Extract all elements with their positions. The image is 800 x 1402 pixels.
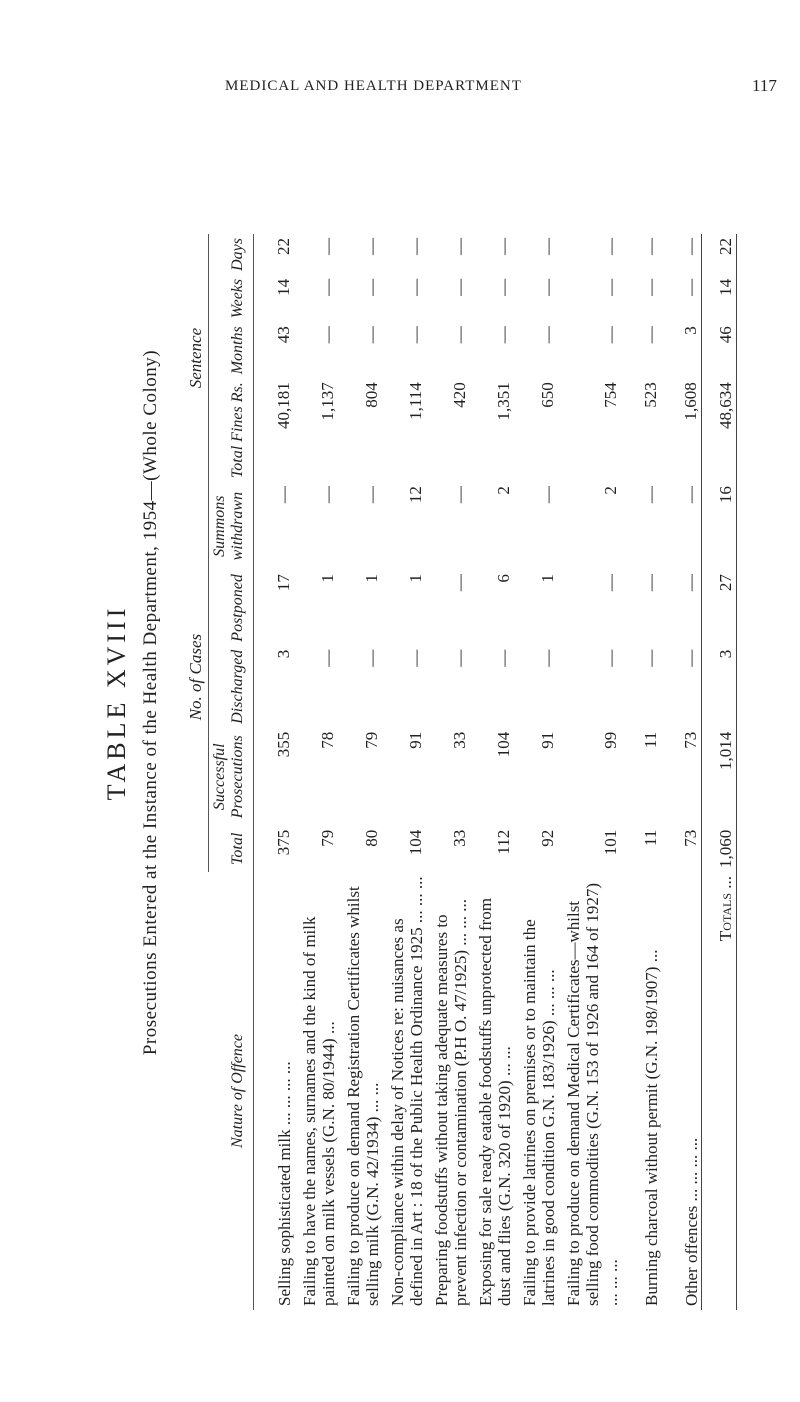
cell-total: 112 [494, 829, 513, 855]
col-discharged: Discharged [229, 649, 246, 724]
cell-fines: 523 [641, 382, 660, 408]
cell-successful: 99 [601, 731, 620, 749]
table-row [294, 234, 338, 1310]
cell-weeks: — [641, 278, 660, 296]
totals-days: 22 [702, 234, 737, 275]
cell-withdrawn: 2 [601, 486, 620, 495]
col-fines: Total Fines Rs. [229, 382, 246, 479]
cell-successful: 91 [538, 731, 557, 749]
cell-total: 375 [274, 829, 293, 856]
totals-withdrawn: 16 [702, 482, 737, 570]
cell-offence: Failing to produce on demand Registration Certificates whilst selling milk (G.N. 42/1934) ... ... [344, 886, 382, 1306]
cell-fines: 754 [601, 382, 620, 408]
cell-months: — [538, 326, 557, 344]
cell-weeks: — [318, 278, 337, 296]
cell-offence: Failing to have the names, surnames and the kind of milk painted on milk vessels (G.N. 80/1944) ... [300, 916, 338, 1306]
cell-days: — [450, 237, 469, 255]
cell-weeks: — [601, 278, 620, 296]
cell-fines: 650 [538, 382, 557, 408]
col-total: Total [229, 832, 246, 866]
cell-postponed: — [601, 574, 620, 592]
col-days: Days [229, 237, 246, 271]
cell-postponed: — [681, 574, 700, 592]
col-withdrawn: Summons withdrawn [211, 491, 246, 561]
cell-postponed: 17 [274, 574, 293, 592]
cell-withdrawn: — [641, 486, 660, 504]
cell-months: — [406, 326, 425, 344]
col-postponed: Postponed [229, 574, 246, 642]
cell-postponed: 1 [406, 574, 425, 583]
cell-offence: Non-compliance within delay of Notices re: nuisances as defined in Art : 18 of the Public Health Ordinance 1925 ... ... ... [388, 876, 426, 1306]
cell-days: — [641, 237, 660, 255]
cell-fines: 1,608 [681, 382, 700, 421]
table-row [661, 234, 702, 1310]
table-caption [102, 95, 162, 1310]
cell-fines: 420 [450, 382, 469, 408]
cell-months: — [362, 326, 381, 344]
cell-total: 11 [641, 829, 660, 847]
totals-months: 46 [702, 322, 737, 378]
cell-successful: 355 [274, 731, 293, 758]
table-label: TABLE XVIII [102, 604, 131, 801]
totals-postponed: 27 [702, 570, 737, 646]
totals-row [702, 234, 737, 1310]
cell-weeks: — [406, 278, 425, 296]
cell-months: — [601, 326, 620, 344]
totals-discharged: 3 [702, 646, 737, 728]
group-sentence: Sentence [184, 234, 209, 482]
cell-postponed: 1 [538, 574, 557, 583]
cell-successful: 73 [681, 731, 700, 749]
cell-withdrawn: — [318, 486, 337, 504]
table-row [470, 234, 514, 1310]
cell-weeks: 14 [274, 278, 293, 296]
cell-withdrawn: — [274, 486, 293, 504]
cell-weeks: — [681, 278, 700, 296]
cell-days: — [601, 237, 620, 255]
cell-successful: 104 [494, 731, 513, 758]
cell-postponed: — [450, 574, 469, 592]
cell-withdrawn: — [681, 486, 700, 504]
totals-fines: 48,634 [702, 378, 737, 482]
cell-offence: Selling sophisticated milk ... ... ... ... [275, 1061, 294, 1306]
cell-days: — [362, 237, 381, 255]
totals-successful: 1,014 [702, 728, 737, 826]
cell-days: 22 [274, 237, 293, 255]
cell-months: — [641, 326, 660, 344]
totals-label: Totals ... [702, 872, 737, 1310]
cell-postponed: 6 [494, 574, 513, 583]
cell-total: 92 [538, 829, 557, 847]
cell-total: 80 [362, 829, 381, 847]
cell-offence: Failing to provide latrines on premises or to maintain the latrines in good condition G.N. 183/1926) ... ... ... [520, 919, 558, 1306]
table-row [558, 234, 621, 1310]
running-title: MEDICAL AND HEALTH DEPARTMENT [225, 78, 522, 94]
table-row [338, 234, 382, 1310]
cell-successful: 91 [406, 731, 425, 749]
cell-postponed: — [641, 574, 660, 592]
cell-discharged: — [601, 649, 620, 667]
table-row [621, 234, 661, 1310]
cell-postponed: 1 [362, 574, 381, 583]
cell-fines: 1,114 [406, 382, 425, 420]
cell-days: — [494, 237, 513, 255]
table-row [426, 234, 470, 1310]
cell-discharged: — [406, 649, 425, 667]
table-title: Prosecutions Entered at the Instance of the Health Department, 1954—(Whole Colony) [140, 349, 161, 1056]
cell-discharged: — [494, 649, 513, 667]
cell-total: 104 [406, 829, 425, 856]
cell-weeks: — [538, 278, 557, 296]
cell-withdrawn: — [450, 486, 469, 504]
cell-total: 101 [601, 829, 620, 856]
cell-withdrawn: — [362, 486, 381, 504]
cell-discharged: — [681, 649, 700, 667]
cell-total: 73 [681, 829, 700, 847]
cell-discharged: — [450, 649, 469, 667]
table-row [382, 234, 426, 1310]
cell-postponed: 1 [318, 574, 337, 583]
page-number: 117 [752, 76, 777, 95]
cell-days: — [681, 237, 700, 255]
cell-months: 43 [274, 326, 293, 344]
group-cases: No. of Cases [184, 482, 209, 872]
cell-fines: 1,137 [318, 382, 337, 421]
cell-discharged: — [362, 649, 381, 667]
cell-successful: 79 [362, 731, 381, 749]
cell-months: 3 [681, 326, 700, 335]
cell-withdrawn: — [538, 486, 557, 504]
cell-total: 79 [318, 829, 337, 847]
page-header [0, 0, 800, 110]
rotated-table-block [102, 95, 735, 1310]
col-offence: Nature of Offence [229, 1033, 246, 1149]
cell-months: — [494, 326, 513, 344]
cell-discharged: — [641, 649, 660, 667]
cell-discharged: — [318, 649, 337, 667]
cell-weeks: — [494, 278, 513, 296]
cell-successful: 11 [641, 731, 660, 749]
prosecutions-table [184, 234, 737, 1310]
cell-months: — [450, 326, 469, 344]
cell-offence: Other offences ... ... ... ... [682, 1137, 701, 1306]
cell-withdrawn: 12 [406, 486, 425, 504]
totals-weeks: 14 [702, 275, 737, 322]
cell-fines: 804 [362, 382, 381, 408]
cell-offence: Preparing foodstuffs without taking adequate measures to prevent infection or contamination (P.H O. 47/1925) ... ... ... [432, 899, 470, 1306]
cell-days: — [538, 237, 557, 255]
cell-weeks: — [450, 278, 469, 296]
cell-months: — [318, 326, 337, 344]
totals-total: 1,060 [702, 826, 737, 872]
col-weeks: Weeks [229, 278, 246, 319]
cell-weeks: — [362, 278, 381, 296]
cell-successful: 33 [450, 731, 469, 749]
cell-days: — [406, 237, 425, 255]
cell-fines: 1,351 [494, 382, 513, 421]
cell-days: — [318, 237, 337, 255]
cell-offence: Burning charcoal without permit (G.N. 198/1907) ... [642, 949, 661, 1306]
table-row [514, 234, 558, 1310]
cell-offence: Exposing for sale ready eatable foodstuffs unprotected from dust and flies (G.N. 320 of 1920) ... ... [476, 897, 514, 1306]
cell-total: 33 [450, 829, 469, 847]
cell-offence: Failing to produce on demand Medical Certificates—whilst selling food commodities (G.N. 153 of 1926 and 164 of 1927) ... ... ... [564, 882, 621, 1306]
cell-fines: 40,181 [274, 382, 293, 430]
col-months: Months [229, 326, 246, 375]
table-row [254, 234, 295, 1310]
col-successful: Successful Prosecutions [211, 735, 246, 819]
cell-successful: 78 [318, 731, 337, 749]
cell-discharged: 3 [274, 649, 293, 659]
cell-discharged: — [538, 649, 557, 667]
cell-withdrawn: 2 [494, 486, 513, 495]
